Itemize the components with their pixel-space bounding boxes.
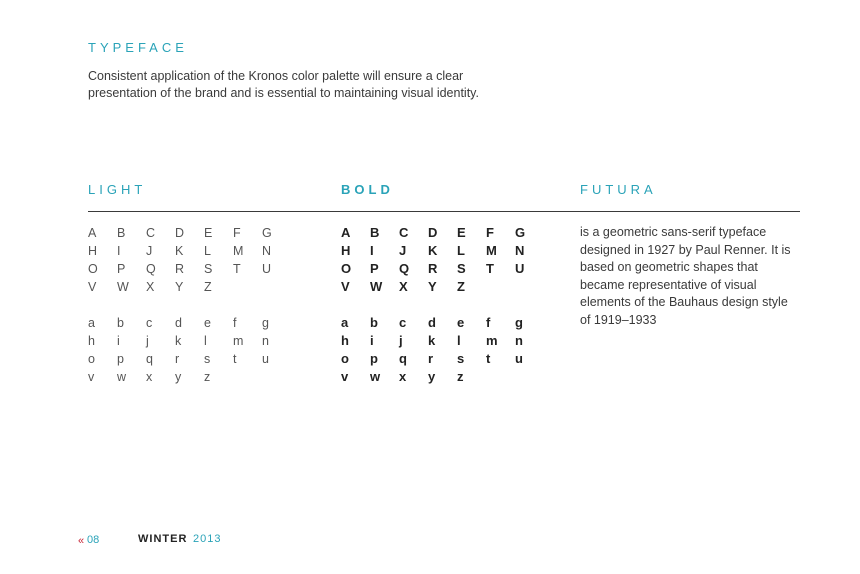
glyph: U [515,261,525,276]
glyph: I [370,243,374,258]
glyph: H [88,244,98,258]
glyph: H [341,243,351,258]
glyph: d [428,315,436,330]
glyph: s [204,352,211,366]
glyph: k [175,334,182,348]
light-uppercase-grid [88,224,291,296]
glyph: E [204,226,213,240]
column-heading-light: LIGHT [88,182,147,197]
glyph: u [515,351,523,366]
page-number: 08 [87,534,100,546]
glyph: m [233,334,244,348]
glyph: h [88,334,95,348]
glyph: B [117,226,126,240]
glyph: D [428,225,438,240]
glyph: A [341,225,351,240]
glyph: B [370,225,380,240]
glyph-row [341,224,544,242]
glyph-row [341,278,544,296]
glyph: y [175,370,182,384]
glyph: W [370,279,383,294]
glyph: A [88,226,97,240]
glyph: E [457,225,466,240]
bold-lowercase-grid [341,314,544,386]
section-title: TYPEFACE [88,40,188,55]
glyph: q [146,352,153,366]
glyph-row [88,368,291,386]
glyph-row [341,368,544,386]
glyph: T [233,262,241,276]
glyph: r [428,351,434,366]
glyph-row [88,224,291,242]
glyph: y [428,369,436,384]
glyph: T [486,261,494,276]
glyph: g [515,315,523,330]
glyph-row [88,332,291,350]
footer-year: 2013 [193,533,222,545]
glyph: n [515,333,523,348]
glyph: R [175,262,185,276]
glyph: r [175,352,180,366]
glyph: G [262,226,272,240]
glyph: J [399,243,407,258]
glyph: M [486,243,497,258]
light-lowercase-grid [88,314,291,386]
glyph: C [146,226,156,240]
glyph: s [457,351,465,366]
glyph: W [117,280,129,294]
glyph: k [428,333,436,348]
glyph-row [88,314,291,332]
glyph: Q [146,262,156,276]
glyph: L [204,244,211,258]
glyph: R [428,261,438,276]
glyph: m [486,333,498,348]
column-heading-futura: FUTURA [580,182,657,197]
glyph: f [233,316,237,330]
glyph: c [399,315,407,330]
glyph: j [399,333,403,348]
glyph-row [88,350,291,368]
glyph: o [88,352,95,366]
glyph-row [88,278,291,296]
glyph: P [117,262,126,276]
glyph: v [341,369,349,384]
glyph: c [146,316,153,330]
glyph: Y [175,280,184,294]
glyph: Y [428,279,437,294]
divider-rule [88,211,800,212]
glyph-row [88,260,291,278]
glyph: p [370,351,378,366]
glyph: e [204,316,211,330]
glyph: V [341,279,350,294]
glyph: w [370,369,381,384]
glyph-row [341,242,544,260]
glyph: X [146,280,155,294]
glyph-row [341,260,544,278]
glyph: f [486,315,491,330]
glyph: z [457,369,464,384]
glyph: e [457,315,465,330]
glyph: t [486,351,491,366]
glyph: z [204,370,211,384]
glyph: u [262,352,269,366]
glyph: Z [204,280,212,294]
glyph: q [399,351,407,366]
glyph: L [457,243,465,258]
glyph-row [341,350,544,368]
intro-paragraph: Consistent application of the Kronos color palette will ensure a clear presentation of the brand and is essential to maintaining visual identity. [88,69,479,100]
glyph: P [370,261,379,276]
glyph: b [117,316,124,330]
glyph: G [515,225,526,240]
glyph: i [117,334,120,348]
glyph: p [117,352,124,366]
column-heading-bold: BOLD [341,182,394,197]
glyph: K [428,243,438,258]
glyph: C [399,225,409,240]
glyph: S [204,262,213,276]
glyph: K [175,244,184,258]
glyph-row [341,332,544,350]
glyph: D [175,226,185,240]
glyph: Q [399,261,410,276]
glyph: h [341,333,349,348]
glyph: l [204,334,207,348]
glyph: g [262,316,269,330]
glyph: a [88,316,95,330]
glyph: v [88,370,95,384]
back-arrow-icon[interactable]: « [78,535,85,547]
futura-description: is a geometric sans-serif typeface designed in 1927 by Paul Renner. It is based on geometric shapes that became representative of visual elements of the Bauhaus design style of 1919–1933 [580,225,791,327]
glyph: l [457,333,461,348]
glyph: x [146,370,153,384]
glyph: b [370,315,378,330]
glyph: d [175,316,182,330]
glyph: a [341,315,349,330]
glyph: S [457,261,466,276]
glyph: N [515,243,525,258]
bold-uppercase-grid [341,224,544,296]
glyph: O [341,261,352,276]
glyph: J [146,244,153,258]
glyph: O [88,262,98,276]
glyph: N [262,244,272,258]
glyph: o [341,351,349,366]
footer-season: WINTER [138,533,188,545]
glyph: j [146,334,149,348]
glyph: M [233,244,244,258]
glyph: X [399,279,408,294]
glyph: Z [457,279,465,294]
glyph: V [88,280,97,294]
glyph: F [233,226,241,240]
glyph: n [262,334,269,348]
glyph: i [370,333,374,348]
glyph-row [88,242,291,260]
glyph-row [341,314,544,332]
glyph: I [117,244,121,258]
glyph: w [117,370,127,384]
glyph: U [262,262,272,276]
glyph: t [233,352,237,366]
glyph: F [486,225,494,240]
glyph: x [399,369,407,384]
